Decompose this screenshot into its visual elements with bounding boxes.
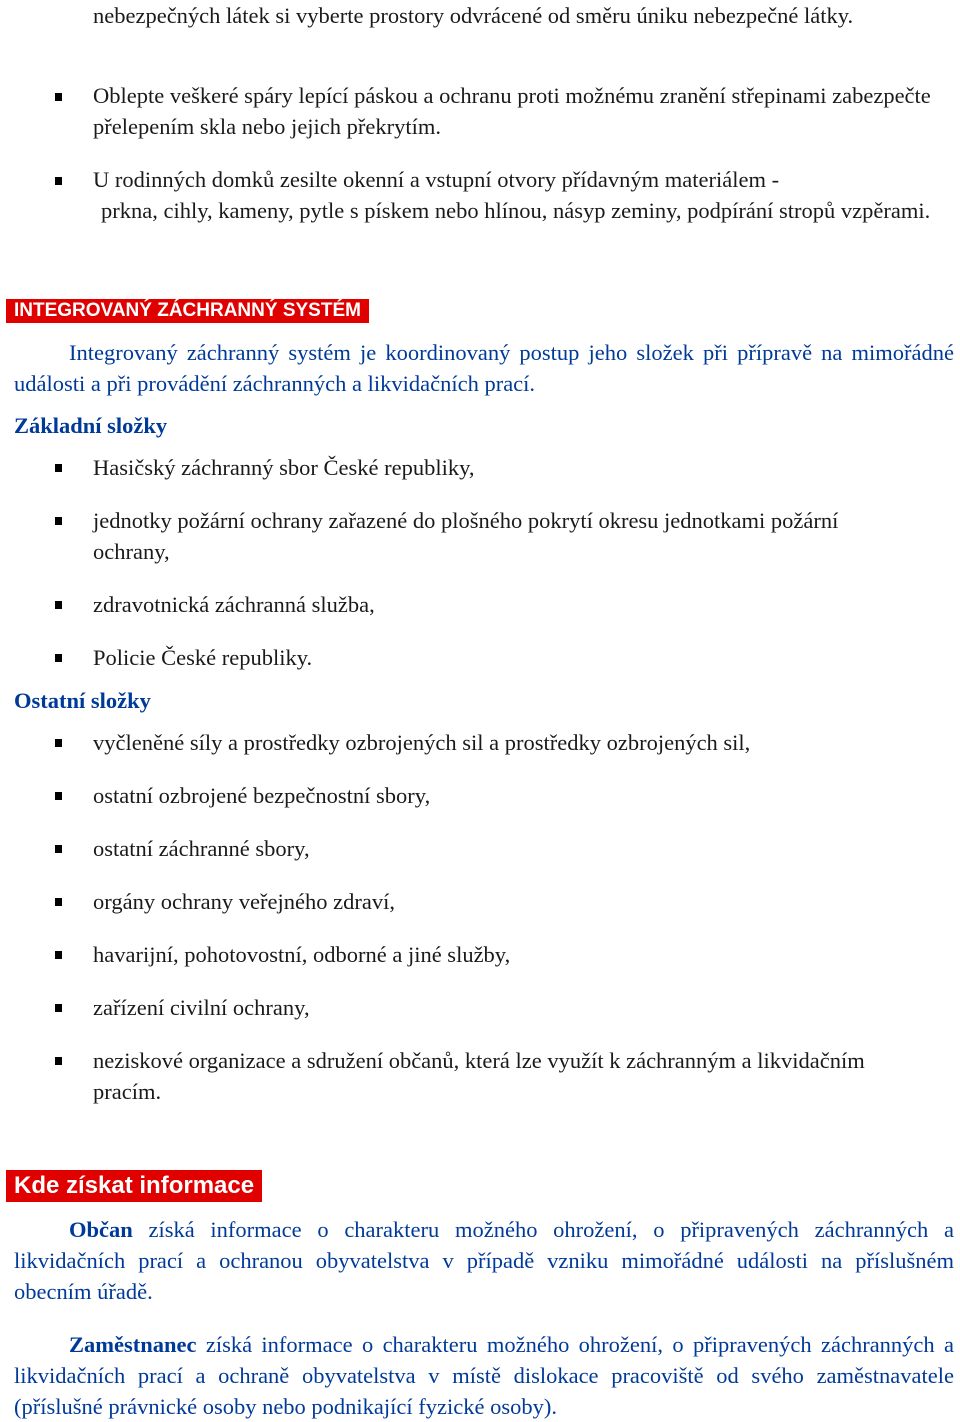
basic-item: Policie České republiky. xyxy=(93,645,313,670)
intro-item-line1: U rodinných domků zesilte okenní a vstupní otvory přídavným materiálem - xyxy=(93,167,780,192)
other-item: ostatní ozbrojené bezpečnostní sbory, xyxy=(93,783,431,808)
section-heading-izs: INTEGROVANÝ ZÁCHRANNÝ SYSTÉM xyxy=(6,299,369,323)
other-item: zařízení civilní ochrany, xyxy=(93,995,310,1020)
citizen-text: získá informace o charakteru možného ohrožení, o připravených záchranných a likvidačních prací a ochranou obyvatelstva v případě vzniku mimořádné události na příslušném obecním úřadě. xyxy=(14,1217,954,1304)
basic-item: zdravotnická záchranná služba, xyxy=(93,592,375,617)
other-components-heading: Ostatní složky xyxy=(14,688,151,713)
bullet-icon xyxy=(55,951,62,959)
section-heading-info: Kde získat informace xyxy=(6,1170,262,1202)
bullet-icon xyxy=(55,517,62,525)
basic-components-heading: Základní složky xyxy=(14,413,168,438)
bullet-icon xyxy=(55,792,62,800)
bullet-icon xyxy=(55,654,62,662)
intro-continuation: nebezpečných látek si vyberte prostory odvrácené od směru úniku nebezpečné látky. xyxy=(93,3,854,28)
other-item: havarijní, pohotovostní, odborné a jiné služby, xyxy=(93,942,511,967)
bullet-icon xyxy=(55,464,62,472)
employee-paragraph xyxy=(14,1329,954,1422)
bullet-icon xyxy=(55,1057,62,1065)
basic-item: jednotky požární ochrany zařazené do plošného pokrytí okresu jednotkami požární ochrany, xyxy=(93,508,839,564)
bullet-icon xyxy=(55,898,62,906)
izs-definition: Integrovaný záchranný systém je koordinovaný postup jeho složek při přípravě na mimořádné události a při provádění záchranných a likvidačních prací. xyxy=(14,340,954,396)
citizen-label: Občan xyxy=(69,1217,133,1242)
intro-item xyxy=(93,164,953,226)
bullet-icon xyxy=(55,739,62,747)
bullet-icon xyxy=(55,845,62,853)
other-item: vyčleněné síly a prostředky ozbrojených sil a prostředky ozbrojených sil, xyxy=(93,730,751,755)
other-item: orgány ochrany veřejného zdraví, xyxy=(93,889,395,914)
bullet-icon xyxy=(55,601,62,609)
citizen-paragraph xyxy=(14,1214,954,1307)
intro-item: Oblepte veškeré spáry lepící páskou a ochranu proti možnému zranění střepinami zabezpečte přelepením skla nebo jejich překrytím. xyxy=(93,83,931,139)
intro-item-line2: prkna, cihly, kameny, pytle s pískem nebo hlínou, násyp zeminy, podpírání stropů vzpěrami. xyxy=(101,198,931,223)
basic-item: Hasičský záchranný sbor České republiky, xyxy=(93,455,475,480)
bullet-icon xyxy=(55,1004,62,1012)
other-item: neziskové organizace a sdružení občanů, která lze využít k záchranným a likvidačním pracím. xyxy=(93,1048,865,1104)
employee-text: získá informace o charakteru možného ohrožení, o připravených záchranných a likvidačních prací a ochraně obyvatelstva v místě dislokace pracoviště od svého zaměstnavatele (příslušné právnické osoby nebo podnikající fyzické osoby). xyxy=(14,1332,955,1419)
bullet-icon xyxy=(55,93,62,101)
employee-label: Zaměstnanec xyxy=(69,1332,197,1357)
other-item: ostatní záchranné sbory, xyxy=(93,836,310,861)
bullet-icon xyxy=(55,177,62,185)
